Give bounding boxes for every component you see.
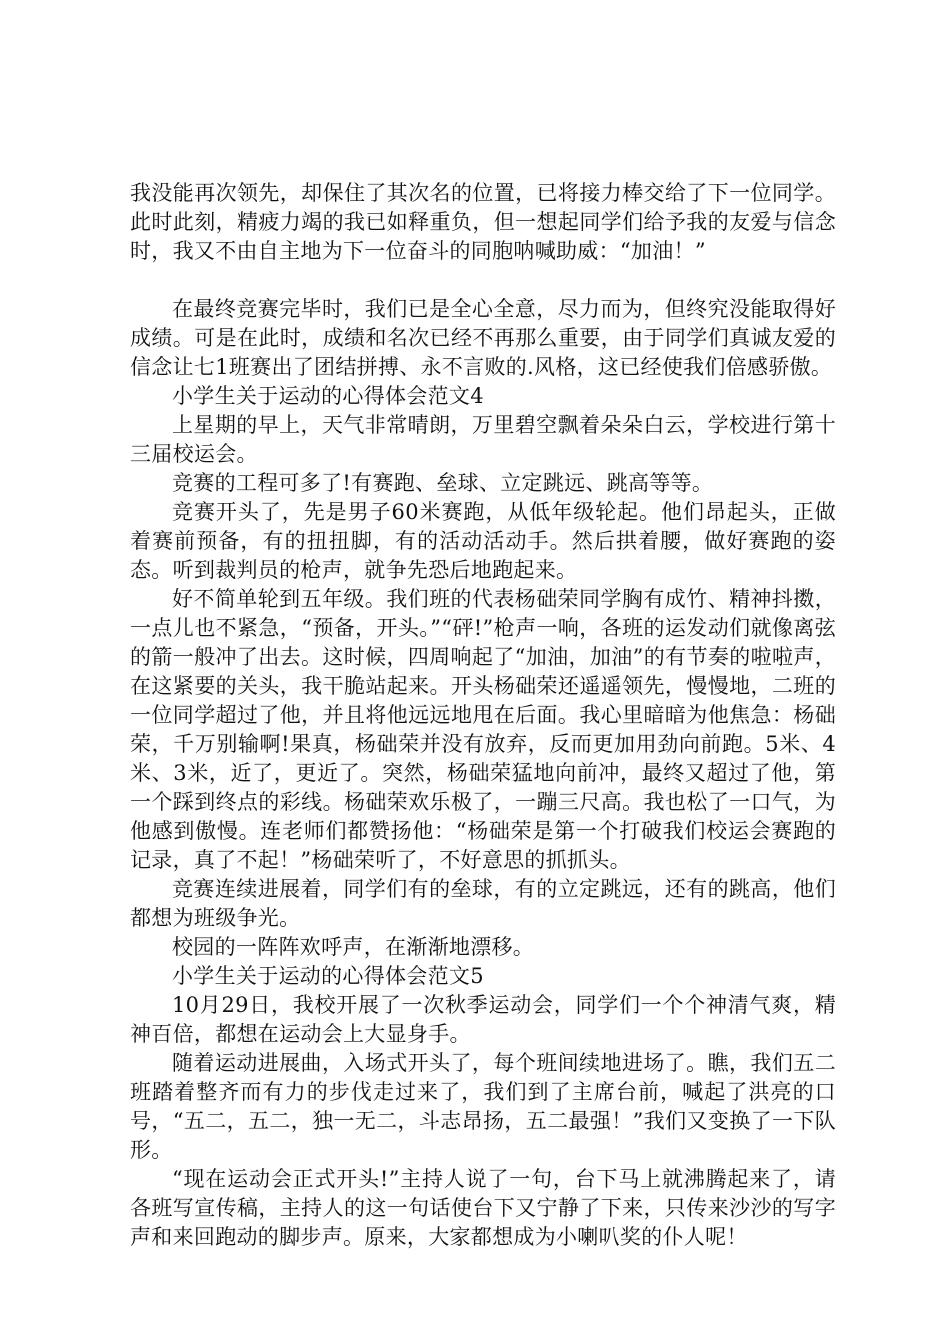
paragraph-60m-race: 竞赛开头了，先是男子60米赛跑，从低年级轮起。他们昂起头，正做着赛前预备，有的扭扭脚，有的活动活动手。然后拱着腰，做好赛跑的姿态。听到裁判员的枪声，就争先恐后地跑起来。	[130, 500, 836, 582]
paragraph-meet-start: “现在运动会正式开头!”主持人说了一句，台下马上就沸腾起来了，请各班写宣传稿，主持人的这一句话使台下又宁静了下来，只传来沙沙的写字声和来回跑动的脚步声。原来，大家都想成为小喇叭奖的仆人呢！	[130, 1167, 836, 1249]
section-heading-4: 小学生关于运动的心得体会范文4	[172, 384, 484, 408]
paragraph-final-race: 在最终竞赛完毕时，我们已是全心全意，尽力而为，但终究没能取得好成绩。可是在此时，成绩和名次已经不再那么重要，由于同学们真诚友爱的信念让七1班赛出了团结拼搏、永不言败的.风格，这已经使我们倍感骄傲。	[130, 297, 836, 379]
paragraph-grade-five-race: 好不简单轮到五年级。我们班的代表杨础荣同学胸有成竹、精神抖擞，一点儿也不紧急，“预备，开头。”“砰!”枪声一响，各班的运发动们就像离弦的箭一般冲了出去。这时候，四周响起了“加油，加油”的有节奏的啦啦声，在这紧要的关头，我干脆站起来。开头杨础荣还遥遥领先，慢慢地，二班的一位同学超过了他，并且将他远远地甩在后面。我心里暗暗为他焦急：杨础荣，千万别输啊!果真，杨础荣并没有放弃，反而更加用劲向前跑。5米、4米、3米，近了，更近了。突然，杨础荣猛地向前冲，最终又超过了他，第一个踩到终点的彩线。杨础荣欢乐极了，一蹦三尺高。我也松了一口气，为他感到傲慢。连老师们都赞扬他：“杨础荣是第一个打破我们校运会赛跑的记录，真了不起！”杨础荣听了，不好意思的抓抓头。	[130, 587, 836, 872]
section-heading-5: 小学生关于运动的心得体会范文5	[172, 964, 484, 988]
paragraph-sports-meet-intro: 上星期的早上，天气非常晴朗，万里碧空飘着朵朵白云，学校进行第十三届校运会。	[130, 413, 836, 466]
paragraph-relay-ending: 我没能再次领先，却保住了其次名的位置，已将接力棒交给了下一位同学。此时此刻，精疲力竭的我已如释重负，但一想起同学们给予我的友爱与信念时，我又不由自主地为下一位奋斗的同胞呐喊助威：“加油！”	[130, 181, 836, 263]
document-body	[130, 179, 836, 1252]
paragraph-autumn-meet: 10月29日，我校开展了一次秋季运动会，同学们一个个神清气爽，精神百倍，都想在运动会上大显身手。	[130, 993, 836, 1046]
paragraph-competition-continues: 竞赛连续进展着，同学们有的垒球，有的立定跳远，还有的跳高，他们都想为班级争光。	[130, 877, 836, 930]
paragraph-spacer	[130, 266, 836, 295]
paragraph-opening-parade: 随着运动进展曲，入场式开头了，每个班间续地进场了。瞧，我们五二班踏着整齐而有力的步伐走过来了，我们到了主席台前，喊起了洪亮的口号，“五二，五二，独一无二，斗志昂扬，五二最强！”我们又变换了一下队形。	[130, 1051, 836, 1162]
paragraph-events-list: 竞赛的工程可多了!有赛跑、垒球、立定跳远、跳高等等。	[172, 471, 714, 495]
paragraph-cheering: 校园的一阵阵欢呼声，在渐渐地漂移。	[172, 935, 535, 959]
